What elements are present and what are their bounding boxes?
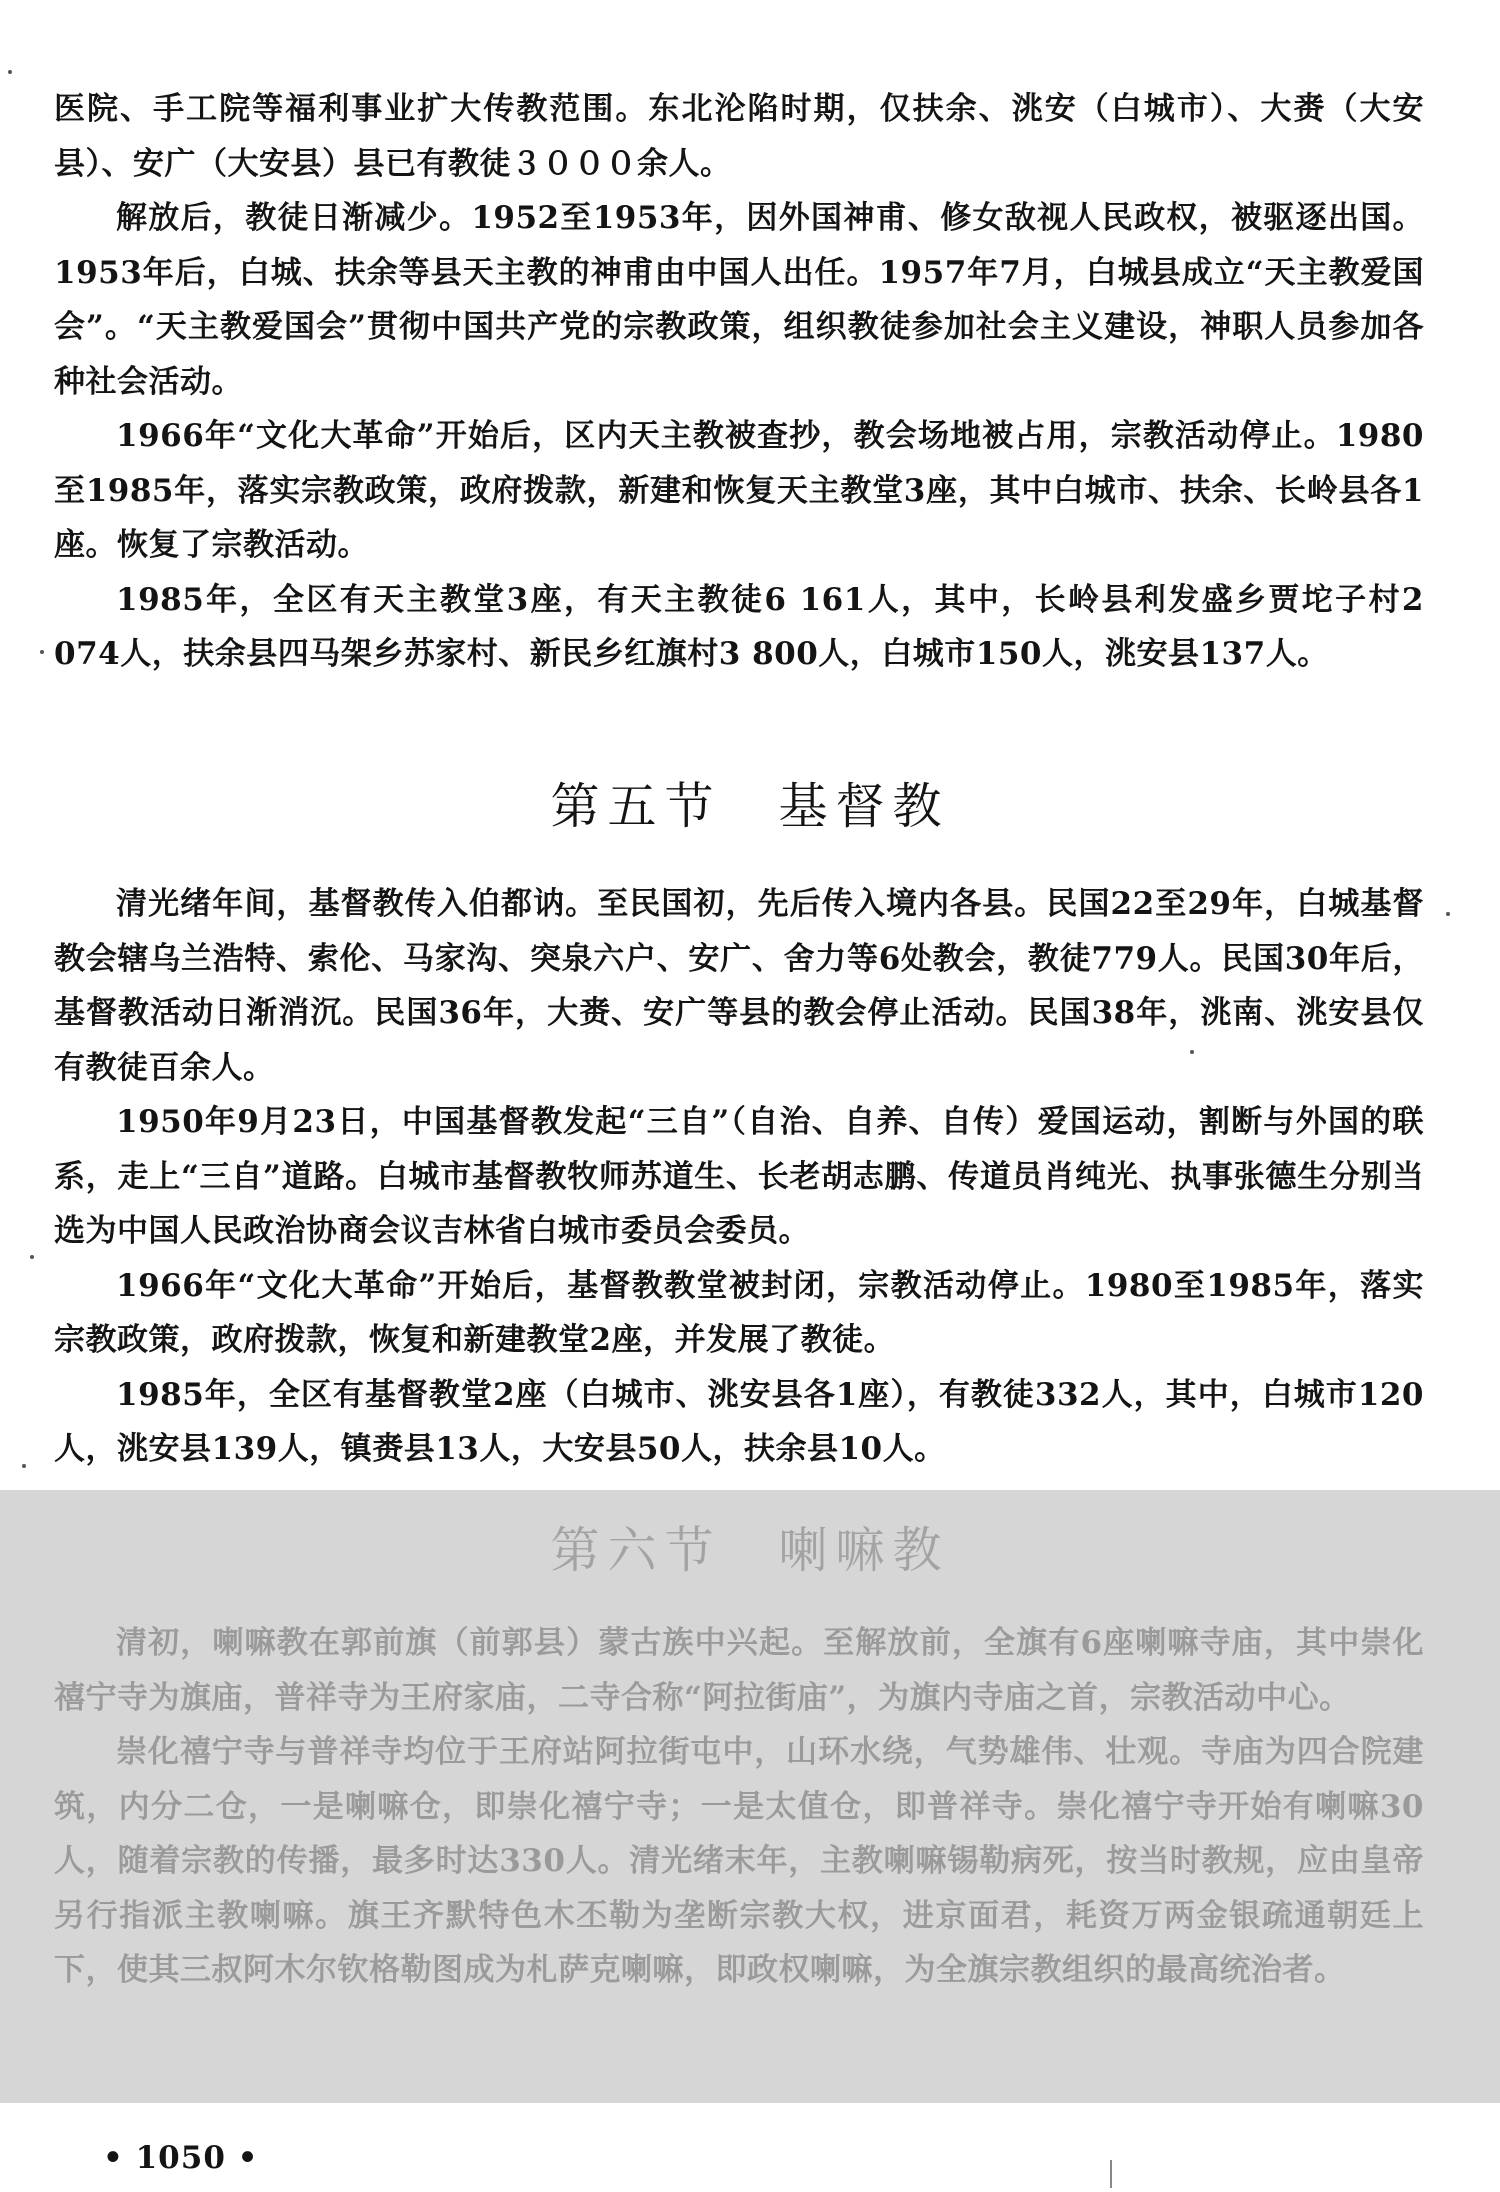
page-number: • 1050 • xyxy=(103,2140,259,2176)
scan-speck xyxy=(1190,1050,1194,1054)
paragraph: 清初，喇嘛教在郭前旗（前郭县）蒙古族中兴起。至解放前，全旗有6座喇嘛寺庙，其中崇化禧宁寺为旗庙，普祥寺为王府家庙，二寺合称“阿拉街庙”，为旗内寺庙之首，宗教活动中心。 xyxy=(54,1625,1424,1716)
scan-speck xyxy=(8,70,12,74)
paragraph: 1966年“文化大革命”开始后，基督教教堂被封闭，宗教活动停止。1980至1985年，落实宗教政策，政府拨款，恢复和新建教堂2座，并发展了教徒。 xyxy=(54,1267,1424,1358)
scan-mark xyxy=(1110,2160,1112,2188)
section-six-heading: 第六节 喇嘛教 xyxy=(550,1522,950,1579)
section-five-heading: 第五节 基督教 xyxy=(550,778,950,835)
paragraph: 医院、手工院等福利事业扩大传教范围。东北沦陷时期，仅扶余、洮安（白城市）、大赉（大安县）、安广（大安县）县已有教徒３０００余人。 xyxy=(54,91,1424,182)
scan-speck xyxy=(40,650,44,654)
paragraph: 1950年9月23日，中国基督教发起“三自”（自治、自养、自传）爱国运动，割断与外国的联系，走上“三自”道路。白城市基督教牧师苏道生、长老胡志鹏、传道员肖纯光、执事张德生分别当选为中国人民政治协商会议吉林省白城市委员会委员。 xyxy=(54,1104,1424,1249)
paragraph: 1966年“文化大革命”开始后，区内天主教被查抄，教会场地被占用，宗教活动停止。1980至1985年，落实宗教政策，政府拨款，新建和恢复天主教堂3座，其中白城市、扶余、长岭县各1座。恢复了宗教活动。 xyxy=(54,418,1424,563)
section-top-text xyxy=(54,82,1424,682)
scan-speck xyxy=(1446,912,1450,916)
highlight-band xyxy=(0,1490,1500,2103)
paragraph: 1985年，全区有基督教堂2座（白城市、洮安县各1座），有教徒332人，其中，白城市120人，洮安县139人，镇赉县13人，大安县50人，扶余县10人。 xyxy=(54,1376,1424,1467)
paragraph: 崇化禧宁寺与普祥寺均位于王府站阿拉街屯中，山环水绕，气势雄伟、壮观。寺庙为四合院建筑，内分二仓，一是喇嘛仓，即崇化禧宁寺；一是太值仓，即普祥寺。崇化禧宁寺开始有喇嘛30人，随着宗教的传播，最多时达330人。清光绪末年，主教喇嘛锡勒病死，按当时教规，应由皇帝另行指派主教喇嘛。旗王齐默特色木丕勒为垄断宗教大权，进京面君，耗资万两金银疏通朝廷上下，使其三叔阿木尔钦格勒图成为札萨克喇嘛，即政权喇嘛，为全旗宗教组织的最高统治者。 xyxy=(54,1734,1424,1988)
paragraph: 清光绪年间，基督教传入伯都讷。至民国初，先后传入境内各县。民国22至29年，白城基督教会辖乌兰浩特、索伦、马家沟、突泉六户、安广、舍力等6处教会，教徒779人。民国30年后，基督教活动日渐消沉。民国36年，大赉、安广等县的教会停止活动。民国38年，洮南、洮安县仅有教徒百余人。 xyxy=(54,886,1424,1086)
paragraph: 解放后，教徒日渐减少。1952至1953年，因外国神甫、修女敌视人民政权，被驱逐出国。1953年后，白城、扶余等县天主教的神甫由中国人出任。1957年7月，白城县成立“天主教爱国会”。“天主教爱国会”贯彻中国共产党的宗教政策，组织教徒参加社会主义建设，神职人员参加各种社会活动。 xyxy=(54,200,1424,400)
scan-speck xyxy=(22,1464,26,1468)
scan-speck xyxy=(30,1255,34,1259)
paragraph: 1985年，全区有天主教堂3座，有天主教徒6 161人，其中，长岭县利发盛乡贾坨子村2 074人，扶余县四马架乡苏家村、新民乡红旗村3 800人，白城市150人，洮安县137人。 xyxy=(54,581,1424,672)
section-six-text xyxy=(54,1616,1424,1998)
section-five-text xyxy=(54,877,1424,1477)
